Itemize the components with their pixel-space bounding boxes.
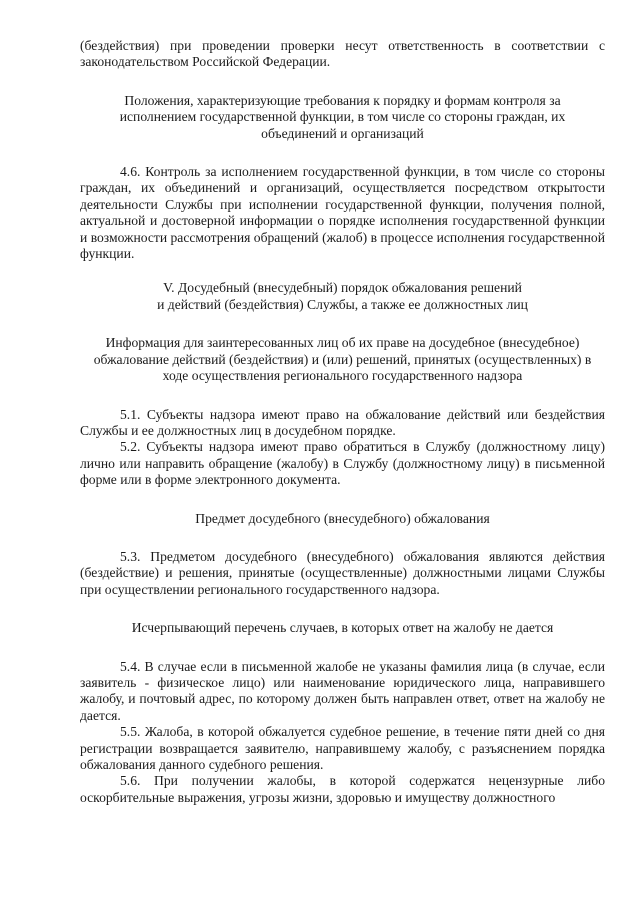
- section-v-heading-line1: V. Досудебный (внесудебный) порядок обжалования решений: [163, 280, 522, 296]
- paragraph-5-4: 5.4. В случае если в письменной жалобе не указаны фамилия лица (в случае, если заявитель - физическое лицо) или наименование юридического лица, направившего жалобу, и почтовый адрес, по которому должен быть направлен ответ, ответ на жалобу не дается.: [80, 658, 605, 723]
- section-v-heading-line2: и действий (бездействия) Службы, а также ее должностных лиц: [157, 296, 528, 312]
- heading-control-forms: Положения, характеризующие требования к порядку и формам контроля за исполнением государственной функции, в том числе со стороны граждан, их объединений и организаций: [119, 92, 566, 141]
- paragraph-5-2: 5.2. Субъекты надзора имеют право обратиться в Службу (должностному лицу) лично или направить обращение (жалобу) в Службу (должностному лицу) в письменной форме или в форме электронного документа.: [80, 439, 605, 488]
- paragraph-4-6: 4.6. Контроль за исполнением государственной функции, в том числе со стороны граждан, их объединений и организаций, осуществляется посредством открытости деятельности Службы при исполнении государственной функции, получения полной, актуальной и достоверной информации о порядке исполнения государственной функции и возможности рассмотрения обращений (жалоб) в процессе исполнения государственной функции.: [80, 164, 605, 262]
- paragraph-5-6: 5.6. При получении жалобы, в которой содержатся нецензурные либо оскорбительные выражения, угрозы жизни, здоровью и имуществу должностного: [80, 773, 605, 805]
- paragraph-5-5: 5.5. Жалоба, в которой обжалуется судебное решение, в течение пяти дней со дня регистрации возвращается заявителю, направившему жалобу, с разъяснением порядка обжалования данного судебного решения.: [80, 724, 605, 772]
- document-page: [80, 38, 605, 806]
- heading-subject: Предмет досудебного (внесудебного) обжалования: [195, 510, 490, 526]
- paragraph-5-1: 5.1. Субъекты надзора имеют право на обжалование действий или бездействия Службы и ее должностных лиц в досудебном порядке.: [80, 406, 605, 438]
- heading-info: Информация для заинтересованных лиц об их праве на досудебное (внесудебное) обжалование действий (бездействия) и (или) решений, принятых (осуществленных) в ходе осуществления регионального государственного надзора: [93, 335, 592, 384]
- intro-paragraph: (бездействия) при проведении проверки несут ответственность в соответствии с законодательством Российской Федерации.: [80, 38, 605, 70]
- heading-exhaustive: Исчерпывающий перечень случаев, в которых ответ на жалобу не дается: [131, 620, 554, 636]
- paragraph-5-3: 5.3. Предметом досудебного (внесудебного) обжалования являются действия (бездействие) и решения, принятые (осуществленные) должностными лицами Службы при осуществлении регионального государственного надзора.: [80, 548, 605, 597]
